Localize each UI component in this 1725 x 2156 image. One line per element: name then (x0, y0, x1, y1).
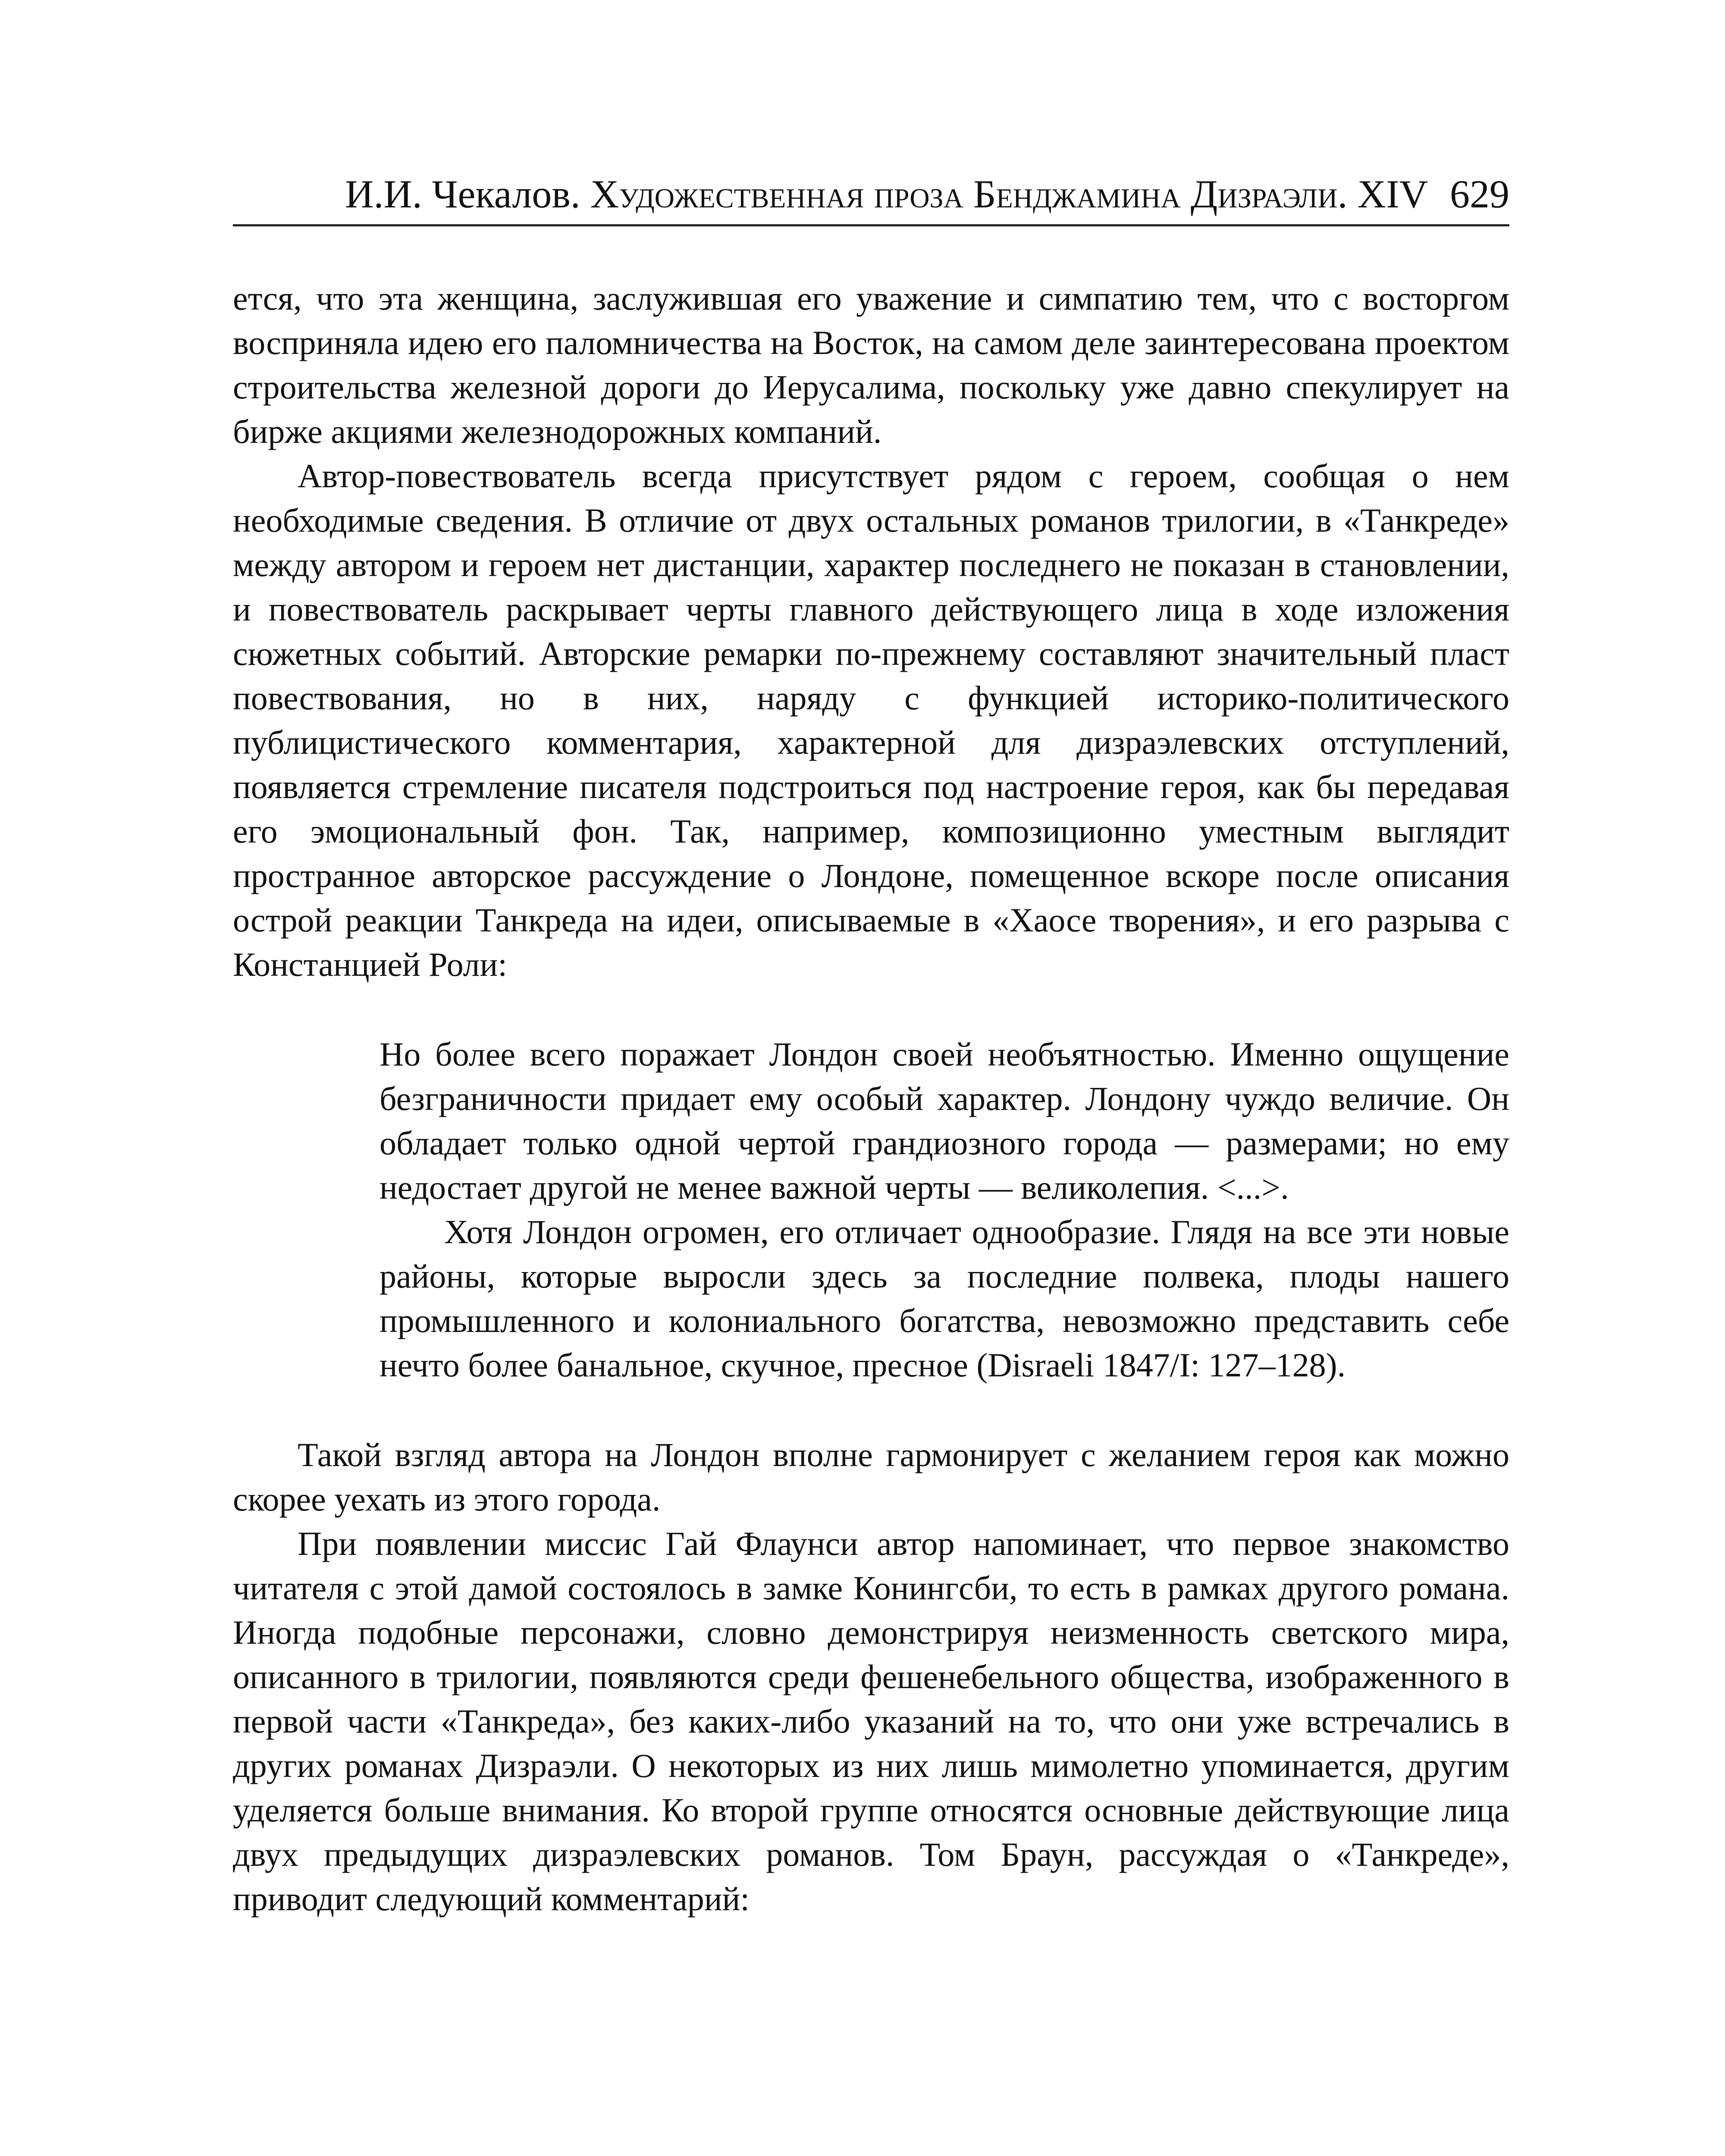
running-head (233, 164, 1509, 226)
paragraph-characters: При появлении миссис Гай Флаунси автор напоминает, что первое знакомство читателя с этой дамой состоялось в замке Конингсби, то есть в рамках другого романа. Иногда подобные персонажи, словно демонстрируя неизменность светского мира, описанного в трилогии, появляются среди фешенебельного общества, изображенного в первой части «Танкреда», без каких-либо указаний на то, что они уже встречались в других романах Дизраэли. О некоторых из них лишь мимолетно упоминается, другим уделяется больше внимания. Ко второй группе относятся основные действующие лица двух предыдущих дизраэлевских романов. Том Браун, рассуждая о «Танкреде», приводит следующий комментарий: (233, 1525, 1509, 1918)
running-head-author: И.И. Чекалов. (345, 172, 580, 216)
quote-paragraph-1: Но более всего поражает Лондон своей необъятностью. Именно ощущение безграничности придает ему особый характер. Лондону чуждо величие. Он обладает только одной чертой грандиозного города — размерами; но ему недостает другой не менее важной черты — великолепия. <...>. (380, 1035, 1509, 1206)
body-text (233, 276, 1509, 1921)
paragraph-narrator: Автор-повествователь всегда присутствует рядом с героем, сообщая о нем необходимые сведения. В отличие от двух остальных романов трилогии, в «Танкреде» между автором и героем нет дистанции, характер последнего не показан в становлении, и повествователь раскрывает черты главного действующего лица в ходе изложения сюжетных событий. Авторские ремарки по-прежнему составляют значительный пласт повествования, но в них, наряду с функцией историко-политического публицистического комментария, характерной для дизраэлевских отступлений, появляется стремление писателя подстроиться под настроение героя, как бы передавая его эмоциональный фон. Так, например, композиционно уместным выглядит пространное авторское рассуждение о Лондоне, помещенное вскоре после описания острой реакции Танкреда на идеи, описываемые в «Хаосе творения», и его разрыва с Констанцией Роли: (233, 457, 1509, 983)
page-number: 629 (1450, 172, 1509, 216)
quote-paragraph-2: Хотя Лондон огромен, его отличает однообразие. Глядя на все эти новые районы, которые выросли здесь за последние полвека, плоды нашего промышленного и колониального богатства, невозможно представить себе нечто более банальное, скучное, пресное (Disraeli 1847/I: 127–128). (380, 1213, 1509, 1384)
running-head-title (345, 164, 1428, 224)
paragraph-continued: ется, что эта женщина, заслужившая его уважение и симпатию тем, что с восторгом восприняла идею его паломничества на Восток, на самом деле заинтересована проектом строительства железной дороги до Иерусалима, поскольку уже давно спекулирует на бирже акциями железнодорожных компаний. (233, 279, 1509, 450)
paragraph-london-view: Такой взгляд автора на Лондон вполне гармонирует с желанием героя как можно скорее уехать из этого города. (233, 1436, 1509, 1518)
running-head-book-title: Художественная проза Бенджамина Дизраэли. XIV (590, 172, 1428, 216)
block-quote (380, 1032, 1509, 1387)
